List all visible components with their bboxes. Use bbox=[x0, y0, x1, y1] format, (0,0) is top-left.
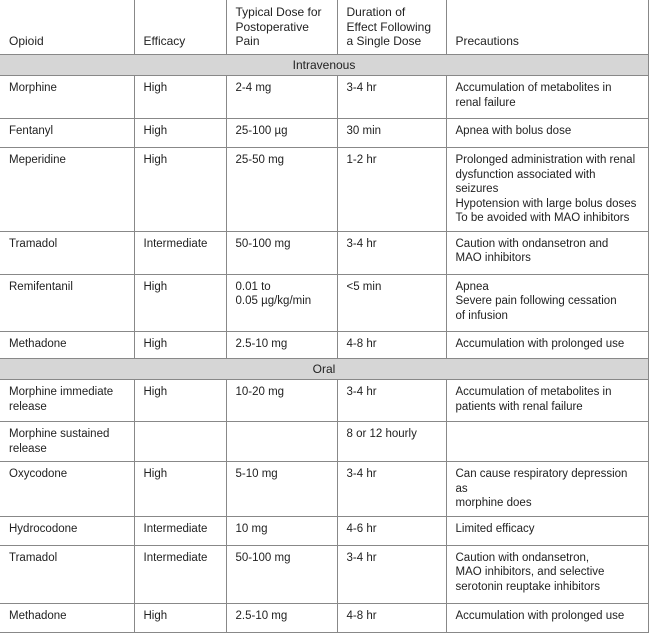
cell-efficacy: High bbox=[134, 462, 226, 517]
cell-duration: 3-4 hr bbox=[337, 231, 446, 274]
cell-dose: 50-100 mg bbox=[226, 231, 337, 274]
section-title: Intravenous bbox=[0, 54, 649, 76]
table-row bbox=[0, 462, 649, 517]
cell-opioid: Morphine bbox=[0, 76, 134, 119]
cell-opioid: Meperidine bbox=[0, 148, 134, 232]
cell-precautions: Accumulation of metabolites in patients with renal failure bbox=[446, 380, 649, 422]
cell-efficacy: High bbox=[134, 119, 226, 148]
cell-duration: <5 min bbox=[337, 274, 446, 331]
cell-precautions: Accumulation with prolonged use bbox=[446, 331, 649, 358]
table-row bbox=[0, 148, 649, 232]
cell-dose: 2-4 mg bbox=[226, 76, 337, 119]
cell-duration: 3-4 hr bbox=[337, 545, 446, 603]
cell-opioid: Morphine sustained release bbox=[0, 422, 134, 462]
cell-opioid: Tramadol bbox=[0, 231, 134, 274]
header-precautions: Precautions bbox=[446, 0, 649, 54]
cell-precautions: Limited efficacy bbox=[446, 516, 649, 545]
cell-opioid: Remifentanil bbox=[0, 274, 134, 331]
cell-dose: 25-50 mg bbox=[226, 148, 337, 232]
cell-duration: 3-4 hr bbox=[337, 76, 446, 119]
cell-precautions: Caution with ondansetron and MAO inhibitors bbox=[446, 231, 649, 274]
cell-precautions: Apnea Severe pain following cessation of infusion bbox=[446, 274, 649, 331]
cell-duration: 3-4 hr bbox=[337, 462, 446, 517]
cell-dose: 25-100 µg bbox=[226, 119, 337, 148]
cell-precautions: Prolonged administration with renal dysfunction associated with seizures Hypotension with large bolus doses To be avoided with MAO inhibitors bbox=[446, 148, 649, 232]
cell-efficacy: Intermediate bbox=[134, 545, 226, 603]
cell-dose bbox=[226, 422, 337, 462]
cell-precautions: Accumulation of metabolites in renal failure bbox=[446, 76, 649, 119]
cell-opioid: Hydrocodone bbox=[0, 516, 134, 545]
cell-efficacy: High bbox=[134, 148, 226, 232]
cell-opioid: Methadone bbox=[0, 603, 134, 632]
cell-opioid: Methadone bbox=[0, 331, 134, 358]
cell-precautions: Caution with ondansetron, MAO inhibitors, and selective serotonin reuptake inhibitors bbox=[446, 545, 649, 603]
cell-efficacy bbox=[134, 422, 226, 462]
section-row bbox=[0, 358, 649, 380]
cell-opioid: Morphine immediate release bbox=[0, 380, 134, 422]
header-efficacy: Efficacy bbox=[134, 0, 226, 54]
cell-efficacy: High bbox=[134, 380, 226, 422]
header-dose: Typical Dose for Postoperative Pain bbox=[226, 0, 337, 54]
cell-dose: 2.5-10 mg bbox=[226, 331, 337, 358]
header-row bbox=[0, 0, 649, 54]
table-row bbox=[0, 603, 649, 632]
cell-duration: 1-2 hr bbox=[337, 148, 446, 232]
cell-dose: 50-100 mg bbox=[226, 545, 337, 603]
cell-duration: 3-4 hr bbox=[337, 380, 446, 422]
cell-duration: 4-8 hr bbox=[337, 603, 446, 632]
cell-precautions: Apnea with bolus dose bbox=[446, 119, 649, 148]
table-row bbox=[0, 231, 649, 274]
table-row bbox=[0, 274, 649, 331]
cell-dose: 5-10 mg bbox=[226, 462, 337, 517]
cell-precautions: Can cause respiratory depression as morphine does bbox=[446, 462, 649, 517]
cell-precautions: Accumulation with prolonged use bbox=[446, 603, 649, 632]
cell-dose: 10-20 mg bbox=[226, 380, 337, 422]
cell-efficacy: High bbox=[134, 603, 226, 632]
table-row bbox=[0, 119, 649, 148]
section-title: Oral bbox=[0, 358, 649, 380]
cell-efficacy: Intermediate bbox=[134, 231, 226, 274]
cell-opioid: Oxycodone bbox=[0, 462, 134, 517]
cell-duration: 8 or 12 hourly bbox=[337, 422, 446, 462]
cell-efficacy: High bbox=[134, 274, 226, 331]
cell-efficacy: High bbox=[134, 76, 226, 119]
cell-precautions bbox=[446, 422, 649, 462]
table-row bbox=[0, 331, 649, 358]
header-opioid: Opioid bbox=[0, 0, 134, 54]
cell-duration: 4-6 hr bbox=[337, 516, 446, 545]
cell-efficacy: Intermediate bbox=[134, 516, 226, 545]
table-row bbox=[0, 516, 649, 545]
cell-opioid: Tramadol bbox=[0, 545, 134, 603]
cell-dose: 10 mg bbox=[226, 516, 337, 545]
section-row bbox=[0, 54, 649, 76]
cell-duration: 30 min bbox=[337, 119, 446, 148]
table-row bbox=[0, 76, 649, 119]
header-duration: Duration of Effect Following a Single Dose bbox=[337, 0, 446, 54]
table-row bbox=[0, 422, 649, 462]
cell-dose: 0.01 to 0.05 µg/kg/min bbox=[226, 274, 337, 331]
cell-duration: 4-8 hr bbox=[337, 331, 446, 358]
table-row bbox=[0, 545, 649, 603]
cell-dose: 2.5-10 mg bbox=[226, 603, 337, 632]
table-row bbox=[0, 380, 649, 422]
cell-efficacy: High bbox=[134, 331, 226, 358]
cell-opioid: Fentanyl bbox=[0, 119, 134, 148]
